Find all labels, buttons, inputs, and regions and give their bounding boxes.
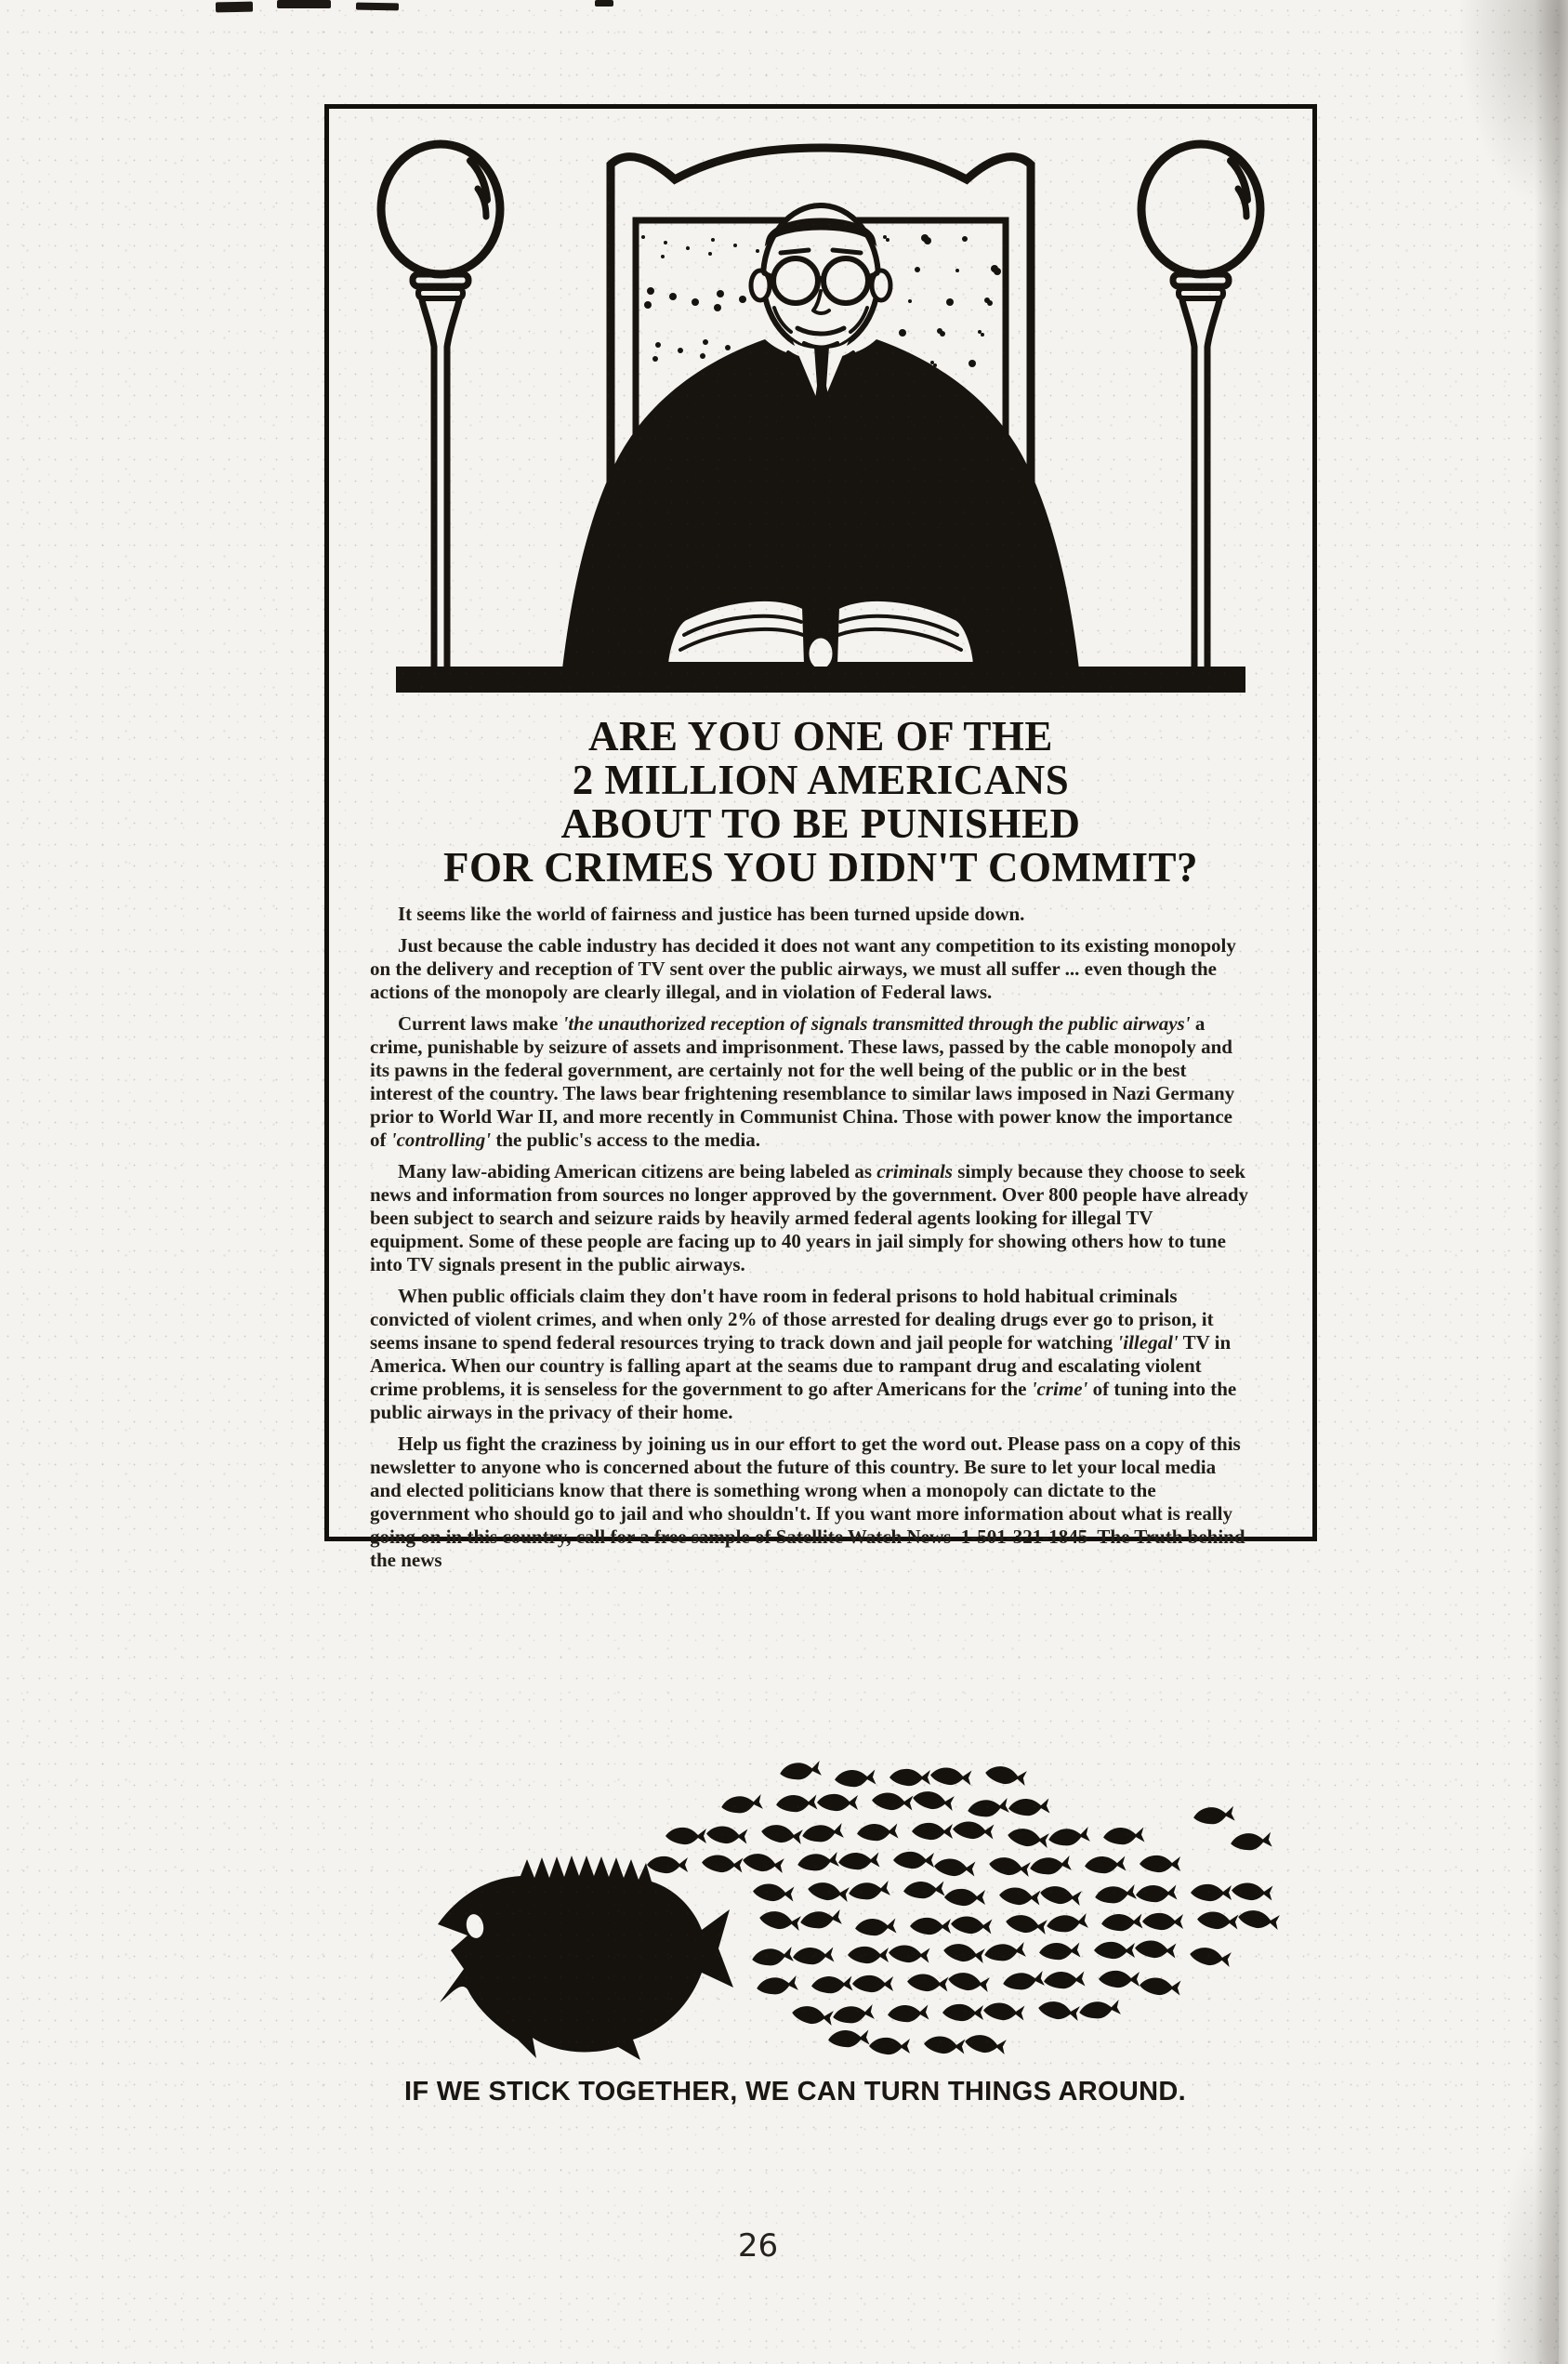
scan-artifact-top-right-smudge: [1456, 0, 1568, 214]
flyer-box: [324, 104, 1317, 1571]
big-fish-icon: [438, 1856, 733, 2060]
judge-illustration: [329, 109, 1312, 704]
headline-line: ABOUT TO BE PUNISHED: [560, 800, 1081, 847]
paragraph-2: Just because the cable industry has decided it does not want any competition to its existing monopoly on the delivery and reception of TV sent over the public airways, we must all suffer ... even though the actions of the monopoly are clearly illegal, and in violation of Federal laws.: [370, 934, 1236, 1003]
judge-figure: [561, 205, 1080, 678]
gavel-icon: [807, 636, 835, 671]
headline-line: FOR CRIMES YOU DIDN'T COMMIT?: [442, 844, 1199, 891]
scan-artifact-dash: [216, 2, 253, 13]
scan-artifact-dash: [595, 0, 613, 7]
body-text: [329, 890, 1312, 1572]
paragraph-5: When public officials claim they don't have room in federal prisons to hold habitual criminals convicted of violent crimes, and when only 2% of those arrested for dealing drugs ever go to prison, it seems insane to spend federal resources trying to track down and jail people for watching 'illegal' TV in America. When our country is falling apart at the seams due to rampant drug and escalating violent crime problems, it is senseless for the government to go after Americans for the 'crime' of tuning into the public airways in the privacy of their home.: [370, 1285, 1237, 1423]
school-of-fish: [647, 1760, 1280, 2055]
caption: IF WE STICK TOGETHER, WE CAN TURN THINGS AROUND.: [404, 2077, 1186, 2106]
scan-artifact-dash: [356, 3, 399, 11]
paragraph-4: Many law-abiding American citizens are being labeled as criminals simply because they choose to seek news and information from sources no longer approved by the government. Over 800 people have already been subject to search and seizure raids by heavily armed federal agents looking for illegal TV equipment. Some of these people are facing up to 40 years in jail simply for showing others how to tune into TV signals present in the public airways.: [370, 1160, 1248, 1275]
paragraph-3: Current laws make 'the unauthorized reception of signals transmitted through the public airways' a crime, punishable by seizure of assets and imprisonment. These laws, passed by the cable monopoly and its pawns in the federal government, are certainly not for the well being of the public or in the best interest of the country. The laws bear frightening resemblance to similar laws imposed in Nazi Germany prior to World War II, and more recently in Communist China. Those with power know the importance of 'controlling' the public's access to the media.: [370, 1012, 1235, 1151]
headline-line: ARE YOU ONE OF THE: [588, 713, 1053, 759]
globe-lamp-icon: [1141, 144, 1260, 667]
scan-artifact-right-streak: [1535, 0, 1568, 2364]
headline: [329, 715, 1312, 890]
fish-illustration: [423, 1750, 1292, 2075]
judge-bench: [396, 667, 1245, 693]
page-number: 26: [737, 2227, 779, 2265]
scan-artifact-dash: [277, 0, 331, 8]
paragraph-6: Help us fight the craziness by joining us in our effort to get the word out. Please pass on a copy of this newsletter to anyone who is concerned about the future of this country. Be sure to let your local media and elected politicians know that there is something wrong when a monopoly can dictate to the government who should go to jail and who shouldn't. If you want more information about what is really going on in this country, call for a free sample of Satellite Watch News 1-501-321-1845 The Truth behind the news: [370, 1433, 1245, 1571]
globe-lamp-icon: [381, 144, 500, 667]
paragraph-1: It seems like the world of fairness and justice has been turned upside down.: [398, 903, 1025, 925]
headline-line: 2 MILLION AMERICANS: [572, 757, 1070, 803]
